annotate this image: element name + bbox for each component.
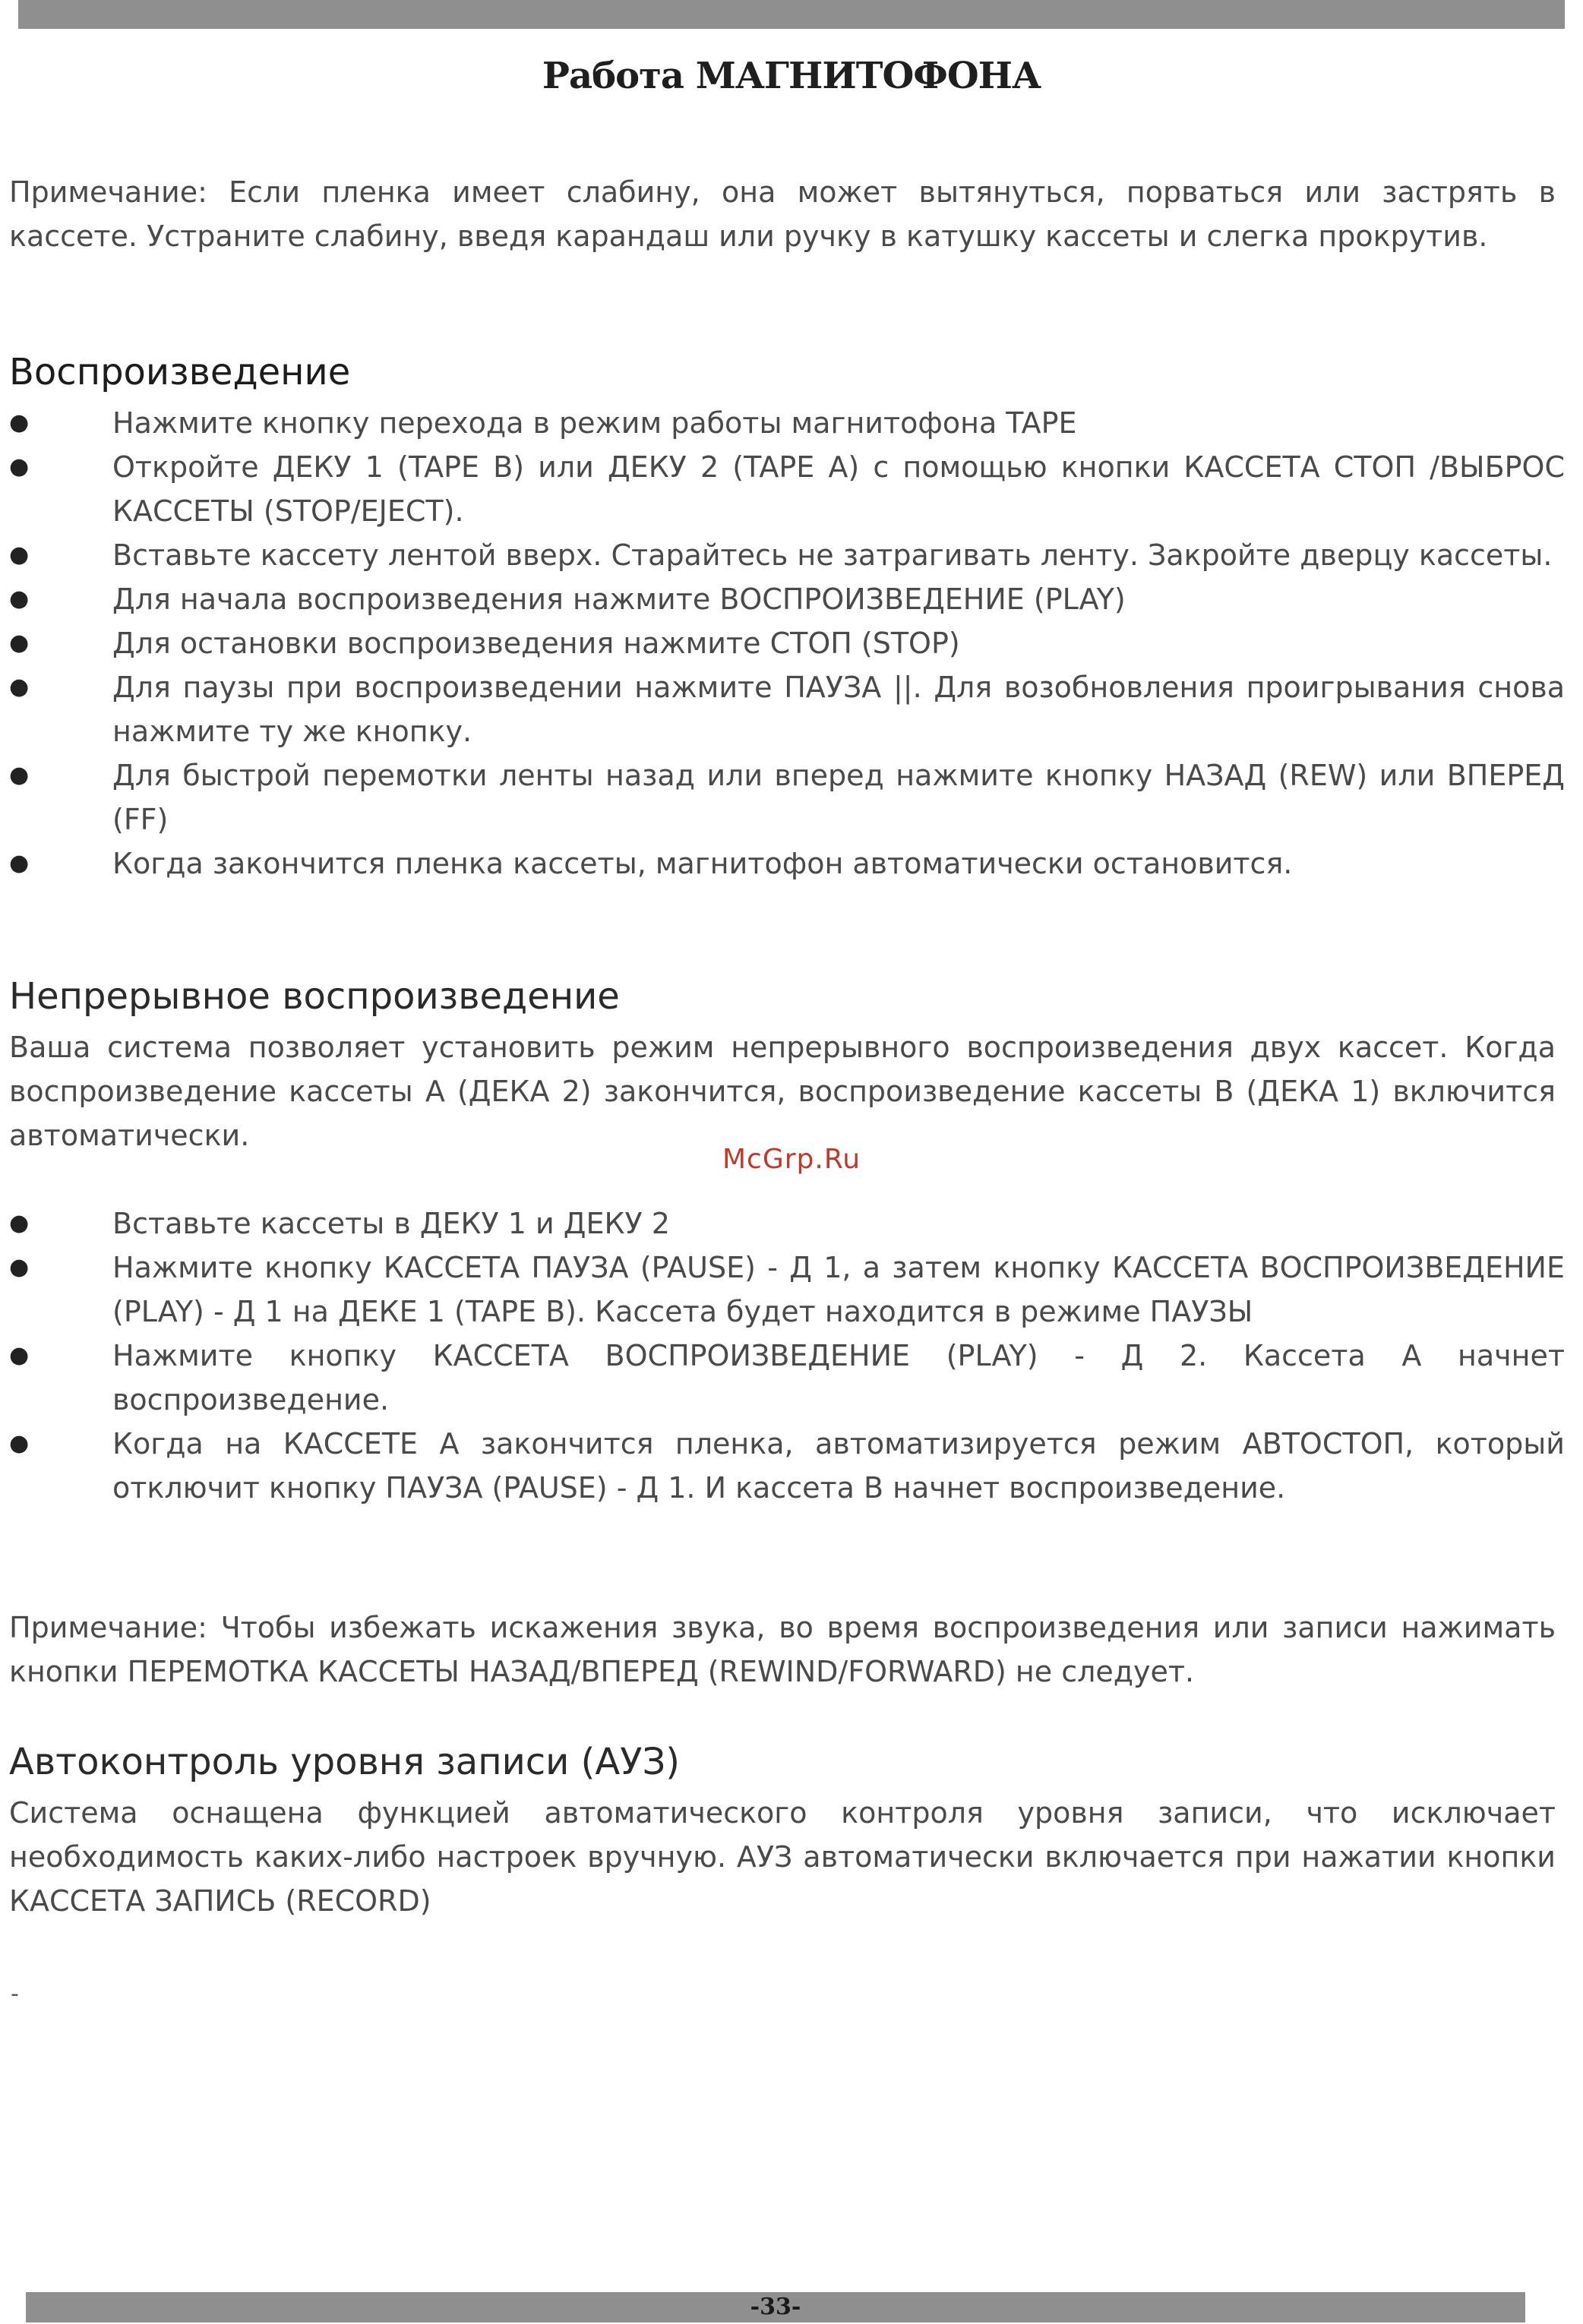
list-item: ● Откройте ДЕКУ 1 (TAPE B) или ДЕКУ 2 (TAPE A) с помощью кнопки КАССЕТА СТОП /ВЫБРОС КАССЕТЫ (STOP/EJECT).	[0, 445, 1565, 533]
bullet-icon: ●	[9, 850, 30, 876]
list-item: ● Вставьте кассеты в ДЕКУ 1 и ДЕКУ 2	[0, 1201, 1565, 1246]
page-number: -33-	[750, 2294, 801, 2320]
continuous-steps-list	[0, 1201, 1565, 1510]
heading-playback: Воспроизведение	[9, 351, 351, 393]
playback-steps-list	[0, 401, 1565, 886]
top-rule-bar	[18, 0, 1565, 29]
list-item: ● Для быстрой перемотки ленты назад или вперед нажмите кнопку НАЗАД (REW) или ВПЕРЕД (FF)	[0, 753, 1565, 842]
list-item: ● Когда закончится пленка кассеты, магнитофон автоматически остановится.	[0, 842, 1565, 886]
list-item: ● Нажмите кнопку КАССЕТА ВОСПРОИЗВЕДЕНИЕ (PLAY) - Д 2. Кассета A начнет воспроизведение.	[0, 1334, 1565, 1422]
page-title: Работа МАГНИТОФОНА	[542, 55, 1041, 97]
note-sound-distortion: Примечание: Чтобы избежать искажения звука, во время воспроизведения или записи нажимать кнопки ПЕРЕМОТКА КАССЕТЫ НАЗАД/ВПЕРЕД (REWIND/FORWARD) не следует.	[9, 1611, 1556, 1688]
list-item: ● Нажмите кнопку перехода в режим работы магнитофона TAPE	[0, 401, 1565, 445]
list-item: ● Для остановки воспроизведения нажмите СТОП (STOP)	[0, 621, 1565, 665]
stray-mark: -	[11, 1981, 19, 2007]
bullet-icon: ●	[9, 453, 30, 480]
list-item: ● Для начала воспроизведения нажмите ВОСПРОИЗВЕДЕНИЕ (PLAY)	[0, 577, 1565, 621]
bullet-icon: ●	[9, 630, 30, 656]
continuous-playback-intro: Ваша система позволяет установить режим непрерывного воспроизведения двух кассет. Когда воспроизведение кассеты A (ДЕКА 2) закончится, воспроизведение кассеты B (ДЕКА 1) включится автоматически.	[9, 1031, 1556, 1152]
heading-auto-level-control: Автоконтроль уровня записи (АУЗ)	[9, 1741, 680, 1783]
list-item: ● Вставьте кассету лентой вверх. Старайтесь не затрагивать ленту. Закройте дверцу кассеты.	[0, 533, 1565, 577]
bullet-icon: ●	[9, 1210, 30, 1236]
heading-continuous-playback: Непрерывное воспроизведение	[9, 975, 620, 1018]
bullet-icon: ●	[9, 586, 30, 612]
bottom-rule-bar	[26, 2292, 1525, 2322]
bullet-icon: ●	[9, 762, 30, 788]
auto-level-control-text: Система оснащена функцией автоматического контроля уровня записи, что исключает необходимость каких-либо настроек вручную. АУЗ автоматически включается при нажатии кнопки КАССЕТА ЗАПИСЬ (RECORD)	[9, 1796, 1556, 1918]
bullet-icon: ●	[9, 542, 30, 568]
bullet-icon: ●	[9, 674, 30, 700]
watermark: McGrp.Ru	[722, 1144, 861, 1175]
bullet-icon: ●	[9, 409, 30, 436]
list-item: ● Для паузы при воспроизведении нажмите ПАУЗА ||. Для возобновления проигрывания снова нажмите ту же кнопку.	[0, 665, 1565, 753]
bullet-icon: ●	[9, 1254, 30, 1280]
bullet-icon: ●	[9, 1430, 30, 1457]
list-item: ● Нажмите кнопку КАССЕТА ПАУЗА (PAUSE) - Д 1, а затем кнопку КАССЕТА ВОСПРОИЗВЕДЕНИЕ (PLAY) - Д 1 на ДЕКЕ 1 (TAPE B). Кассета будет находится в режиме ПАУЗЫ	[0, 1246, 1565, 1334]
note-slack-tape: Примечание: Если пленка имеет слабину, она может вытянуться, порваться или застрять в кассете. Устраните слабину, введя карандаш или ручку в катушку кассеты и слегка прокрутив.	[9, 175, 1556, 253]
list-item: ● Когда на КАССЕТЕ A закончится пленка, автоматизируется режим АВТОСТОП, который отключит кнопку ПАУЗА (PAUSE) - Д 1. И кассета B начнет воспроизведение.	[0, 1422, 1565, 1510]
bullet-icon: ●	[9, 1342, 30, 1369]
